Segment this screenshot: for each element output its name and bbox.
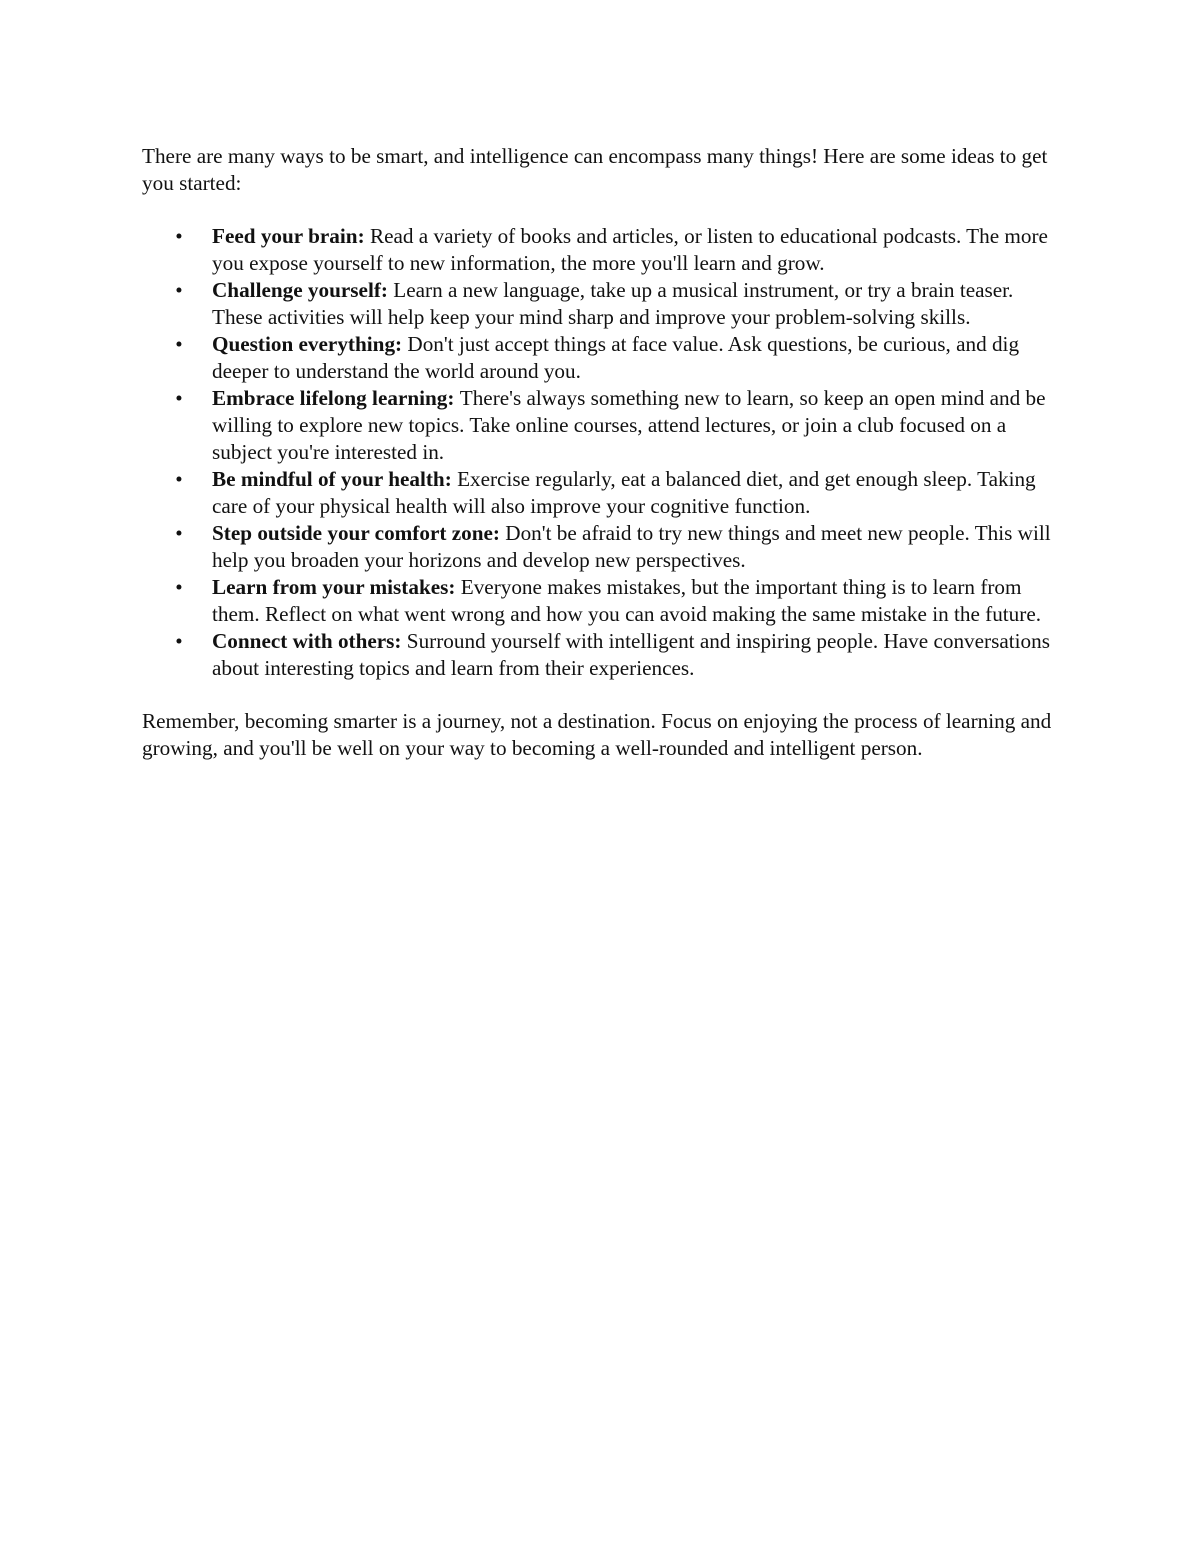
tip-text: Exercise regularly, eat a balanced diet, and get enough sleep. Taking care of your physical health will also improve your cognitive function. xyxy=(212,467,1036,518)
tip-text: Surround yourself with intelligent and inspiring people. Have conversations about interesting topics and learn from their experiences. xyxy=(212,629,1050,680)
tip-text: Don't just accept things at face value. Ask questions, be curious, and dig deeper to understand the world around you. xyxy=(212,332,1020,383)
list-item xyxy=(142,385,1067,466)
closing-paragraph: Remember, becoming smarter is a journey, not a destination. Focus on enjoying the process of learning and growing, and you'll be well on your way to becoming a well-rounded and intelligent person. xyxy=(142,709,1052,760)
list-item xyxy=(142,223,1067,277)
tip-text: Learn a new language, take up a musical instrument, or try a brain teaser. These activities will help keep your mind sharp and improve your problem-solving skills. xyxy=(212,278,1014,329)
tip-title: Challenge yourself: xyxy=(212,278,394,302)
list-item xyxy=(142,331,1067,385)
tip-text: There's always something new to learn, so keep an open mind and be willing to explore new topics. Take online courses, attend lectures, or join a club focused on a subject you're interested in. xyxy=(212,386,1046,464)
tip-text: Everyone makes mistakes, but the important thing is to learn from them. Reflect on what went wrong and how you can avoid making the same mistake in the future. xyxy=(212,575,1042,626)
bullet-icon: • xyxy=(175,386,183,410)
bullet-icon: • xyxy=(175,224,183,248)
bullet-icon: • xyxy=(175,278,183,302)
list-item xyxy=(142,574,1067,628)
tip-title: Connect with others: xyxy=(212,629,407,653)
tip-title: Be mindful of your health: xyxy=(212,467,458,491)
document-page xyxy=(142,143,1067,762)
tips-list xyxy=(142,223,1067,682)
tip-title: Step outside your comfort zone: xyxy=(212,521,506,545)
bullet-icon: • xyxy=(175,521,183,545)
list-item xyxy=(142,628,1067,682)
tip-text: Don't be afraid to try new things and meet new people. This will help you broaden your horizons and develop new perspectives. xyxy=(212,521,1051,572)
bullet-icon: • xyxy=(175,467,183,491)
bullet-icon: • xyxy=(175,575,183,599)
bullet-icon: • xyxy=(175,629,183,653)
tip-title: Learn from your mistakes: xyxy=(212,575,461,599)
tip-title: Embrace lifelong learning: xyxy=(212,386,460,410)
list-item xyxy=(142,466,1067,520)
tip-text: Read a variety of books and articles, or listen to educational podcasts. The more you expose yourself to new information, the more you'll learn and grow. xyxy=(212,224,1048,275)
tip-title: Feed your brain: xyxy=(212,224,370,248)
tip-title: Question everything: xyxy=(212,332,408,356)
list-item xyxy=(142,520,1067,574)
bullet-icon: • xyxy=(175,332,183,356)
list-item xyxy=(142,277,1067,331)
intro-paragraph: There are many ways to be smart, and intelligence can encompass many things! Here are some ideas to get you started: xyxy=(142,144,1048,195)
